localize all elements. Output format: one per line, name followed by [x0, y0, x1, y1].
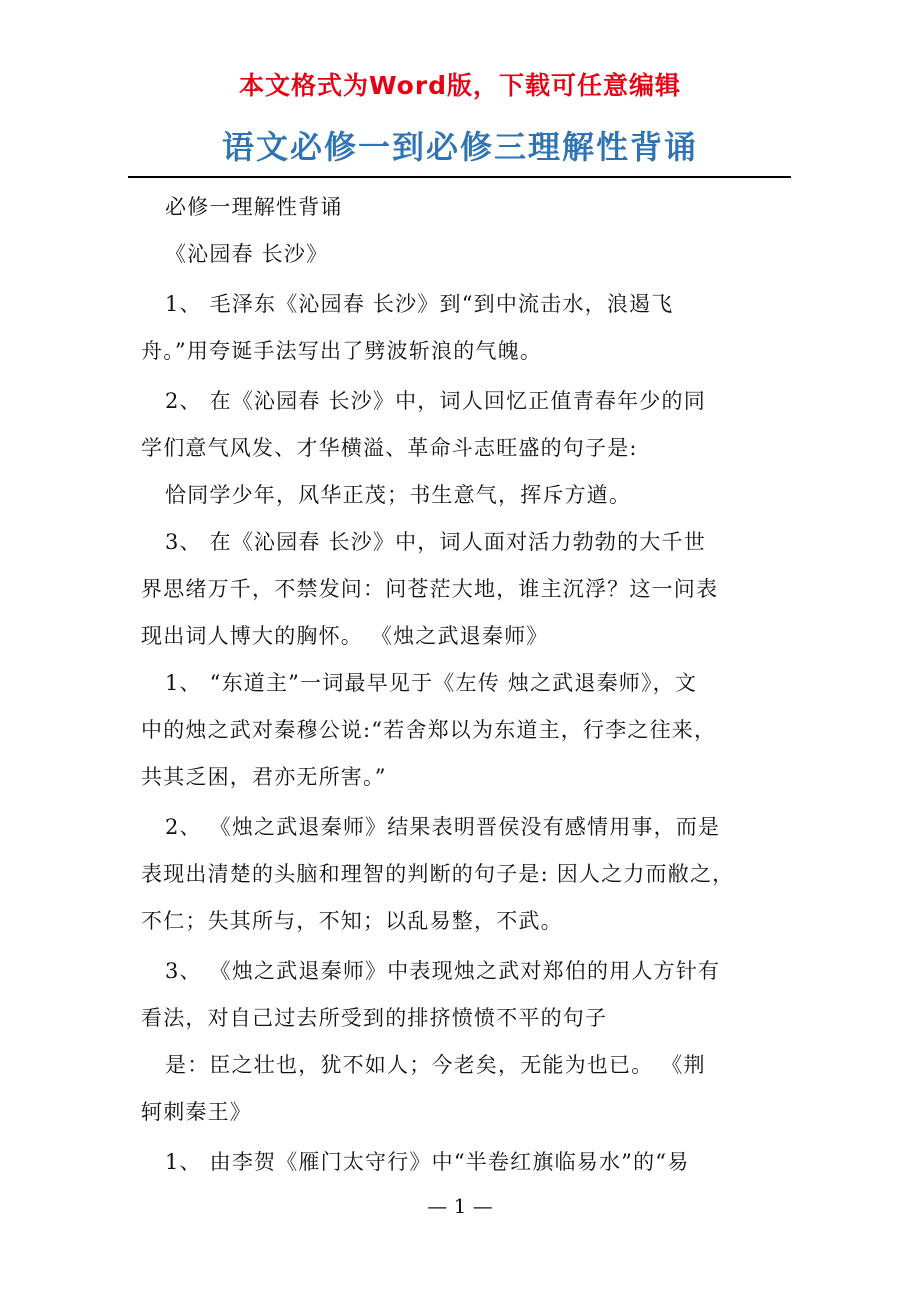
- body-line: 现出词人博大的胸怀。 《烛之武退秦师》: [141, 624, 549, 648]
- page-title: 语文必修一到必修三理解性背诵: [221, 128, 698, 166]
- format-notice: 本文格式为Word版，下载可任意编辑: [238, 71, 682, 100]
- body-line: 2、 《烛之武退秦师》结果表明晋侯没有感情用事，而是: [165, 815, 721, 839]
- body-line: 1、 毛泽东《沁园春 长沙》到“到中流击水，浪遏飞: [165, 292, 674, 316]
- body-line: 不仁；失其所与，不知；以乱易整，不武。: [141, 909, 563, 933]
- title-divider: [128, 176, 791, 178]
- body-line: 恰同学少年，风华正茂；书生意气，挥斥方遒。: [165, 483, 632, 507]
- body-line: 是：臣之壮也，犹不如人；今老矣，无能为也已。 《荆: [165, 1053, 706, 1077]
- body-line: 1、 由李贺《雁门太守行》中“半卷红旗临易水”的“易: [165, 1150, 690, 1174]
- document-body: [141, 184, 781, 1186]
- body-line: 看法，对自己过去所受到的排挤愤愤不平的句子: [141, 1006, 608, 1030]
- body-line: 表现出清楚的头脑和理智的判断的句子是: 因人之力而敝之，: [141, 862, 735, 886]
- body-line: 3、 《烛之武退秦师》中表现烛之武对郑伯的用人方针有: [165, 959, 721, 983]
- section-heading: 必修一理解性背诵: [165, 195, 343, 219]
- body-line: 舟。”用夸诞手法写出了劈波斩浪的气魄。: [141, 339, 543, 363]
- work-title: 《沁园春 长沙》: [165, 242, 329, 266]
- body-line: 学们意气风发、才华横溢、革命斗志旺盛的句子是:: [141, 436, 638, 460]
- body-line: 1、 “东道主”一词最早见于《左传 烛之武退秦师》，文: [165, 671, 698, 695]
- body-line: 共其乏困，君亦无所害。”: [141, 765, 387, 789]
- body-line: 中的烛之武对秦穆公说:“若舍郑以为东道主，行李之往来，: [141, 718, 717, 742]
- page-number: — 1 —: [427, 1194, 493, 1218]
- body-line: 2、 在《沁园春 长沙》中，词人回忆正值青春年少的同: [165, 389, 706, 413]
- body-line: 3、 在《沁园春 长沙》中，词人面对活力勃勃的大千世: [165, 530, 706, 554]
- body-line: 轲刺秦王》: [141, 1100, 252, 1124]
- body-line: 界思绪万千，不禁发问：问苍茫大地，谁主沉浮？这一问表: [141, 577, 719, 601]
